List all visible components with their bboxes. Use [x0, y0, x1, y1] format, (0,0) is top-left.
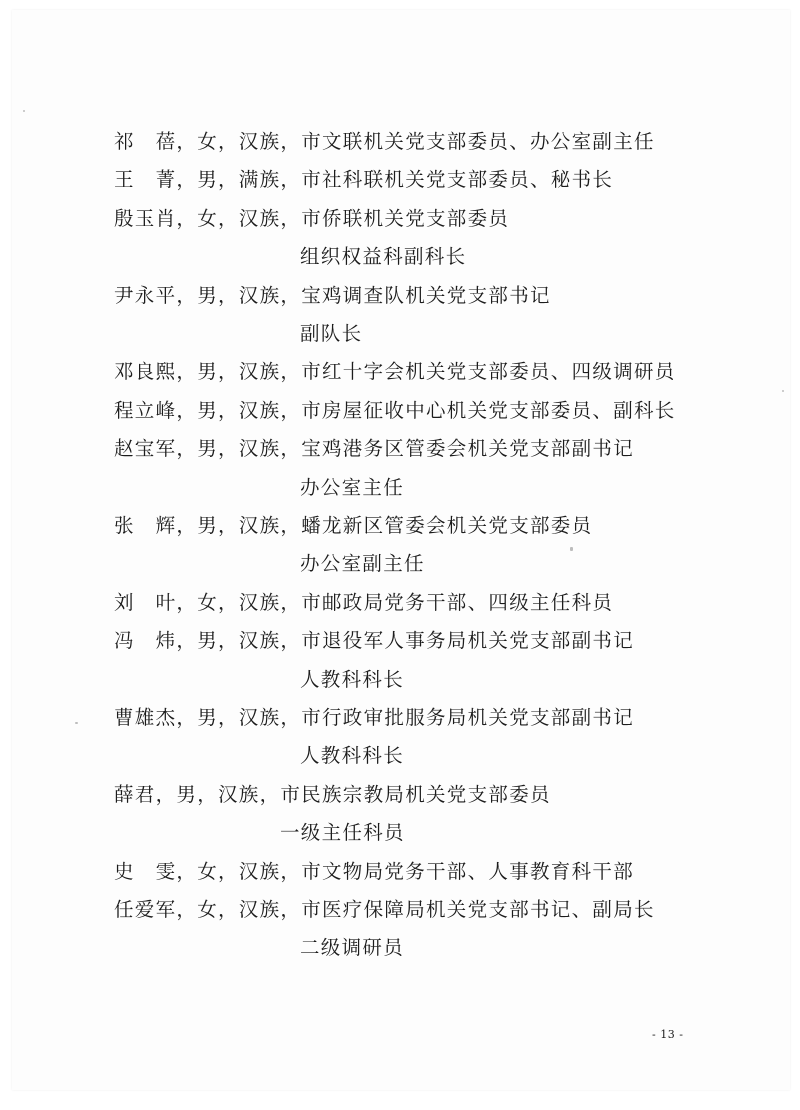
member-entry-line: 王 菁，男，满族，市社科联机关党支部委员、秘书长 — [114, 168, 614, 192]
member-entry-line: 程立峰，男，汉族，市房屋征收中心机关党支部委员、副科长 — [114, 398, 676, 422]
scan-speck — [23, 110, 25, 112]
page-number: - 13 - — [652, 1028, 684, 1041]
member-entry-line: 殷玉肖，女，汉族，市侨联机关党支部委员 — [114, 206, 510, 230]
member-entry-continuation: 副队长 — [300, 322, 363, 345]
member-entry-line: 尹永平，男，汉族，宝鸡调查队机关党支部书记 — [114, 283, 551, 307]
member-entry-line: 冯 炜，男，汉族，市退役军人事务局机关党支部副书记 — [114, 629, 635, 653]
member-entry-continuation: 办公室主任 — [300, 475, 405, 499]
scan-speck — [570, 547, 573, 551]
document-page — [12, 10, 790, 1090]
member-entry-continuation: 人教科科长 — [300, 667, 405, 691]
member-entry-continuation: 二级调研员 — [300, 936, 405, 960]
member-entry-continuation: 人教科科长 — [300, 744, 405, 768]
scan-speck — [782, 390, 784, 392]
member-entry-line: 薛君，男，汉族，市民族宗教局机关党支部委员 — [114, 782, 551, 806]
member-entry-line: 张 辉，男，汉族，蟠龙新区管委会机关党支部委员 — [114, 514, 593, 537]
member-entry-line: 曹雄杰，男，汉族，市行政审批服务局机关党支部副书记 — [114, 706, 635, 729]
member-entry-line: 祁 蓓，女，汉族，市文联机关党支部委员、办公室副主任 — [114, 130, 655, 153]
member-entry-line: 任爱军，女，汉族，市医疗保障局机关党支部书记、副局长 — [114, 898, 655, 921]
member-entry-continuation: 组织权益科副科长 — [300, 245, 467, 269]
member-entry-continuation: 办公室副主任 — [300, 552, 425, 576]
member-entry-line: 赵宝军，男，汉族，宝鸡港务区管委会机关党支部副书记 — [114, 437, 635, 461]
member-entry-continuation: 一级主任科员 — [280, 821, 405, 845]
member-entry-line: 史 雯，女，汉族，市文物局党务干部、人事教育科干部 — [114, 859, 635, 883]
member-entry-line: 刘 叶，女，汉族，市邮政局党务干部、四级主任科员 — [114, 590, 614, 614]
scan-speck — [75, 722, 78, 724]
member-entry-line: 邓良熙，男，汉族，市红十字会机关党支部委员、四级调研员 — [114, 360, 676, 384]
